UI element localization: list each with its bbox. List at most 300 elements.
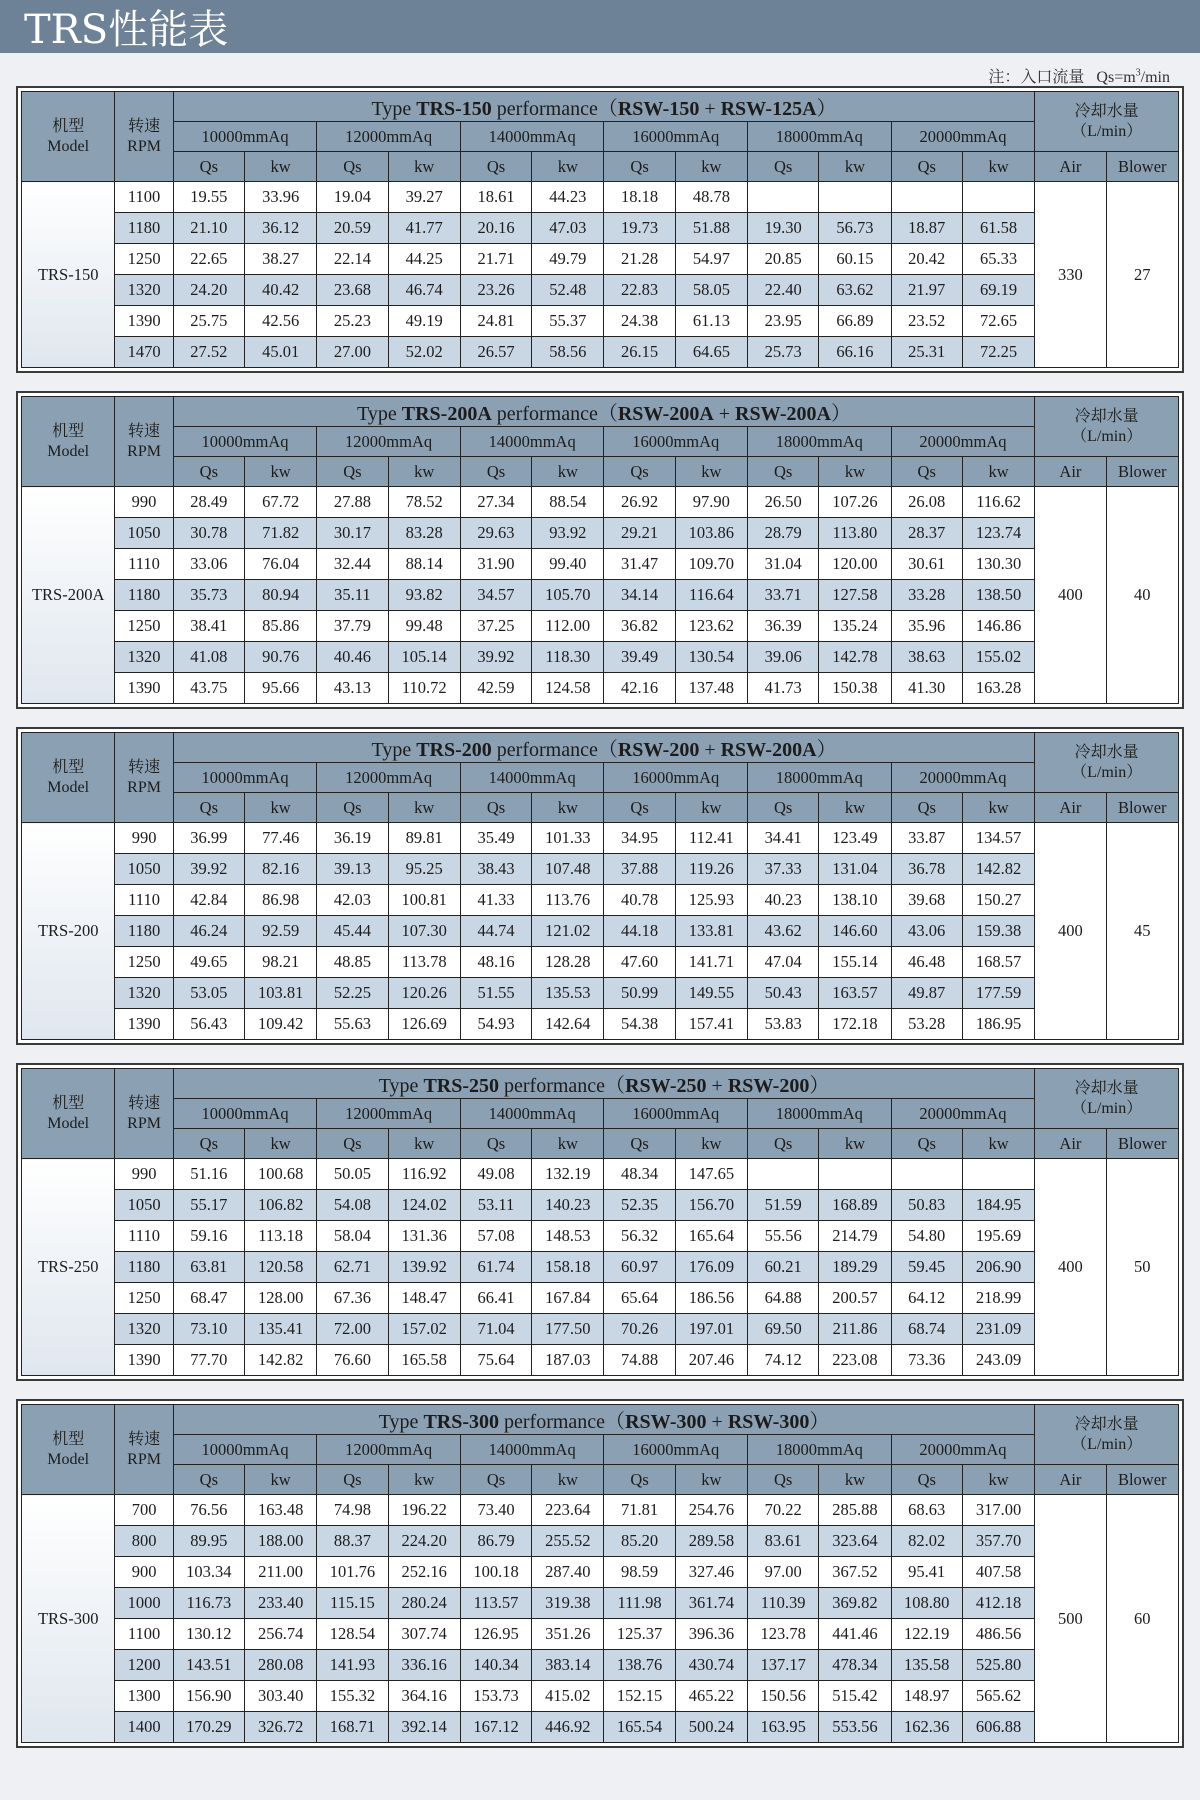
kw-cell: 40.42	[244, 275, 316, 306]
kw-cell: 606.88	[962, 1712, 1034, 1743]
rpm-header-en: RPM	[127, 137, 161, 155]
kw-header: kw	[388, 1129, 460, 1159]
table-row	[22, 673, 1179, 704]
rpm-cell: 1000	[115, 1588, 173, 1619]
kw-cell: 67.72	[244, 487, 316, 518]
qs-cell: 137.17	[748, 1650, 819, 1681]
kw-cell: 121.02	[532, 916, 604, 947]
qs-cell: 82.02	[891, 1526, 962, 1557]
kw-cell: 127.58	[819, 580, 891, 611]
table-row	[22, 1526, 1179, 1557]
qs-cell: 22.40	[748, 275, 819, 306]
kw-cell: 80.94	[244, 580, 316, 611]
perf-prefix: Type	[378, 1075, 424, 1097]
kw-cell: 135.53	[532, 978, 604, 1009]
qs-header: Qs	[748, 793, 819, 823]
kw-cell: 150.38	[819, 673, 891, 704]
qs-cell: 55.56	[748, 1221, 819, 1252]
kw-cell: 150.27	[962, 885, 1034, 916]
air-cooling-cell: 330	[1035, 182, 1106, 368]
air-header: Air	[1035, 1465, 1106, 1495]
kw-header: kw	[675, 457, 747, 487]
kw-cell: 33.96	[244, 182, 316, 213]
qs-cell: 26.08	[891, 487, 962, 518]
kw-cell: 72.65	[962, 306, 1034, 337]
kw-cell: 137.48	[675, 673, 747, 704]
qs-header: Qs	[604, 1465, 675, 1495]
qs-cell: 165.54	[604, 1712, 675, 1743]
kw-cell: 66.16	[819, 337, 891, 368]
qs-cell: 24.81	[460, 306, 531, 337]
kw-cell: 126.69	[388, 1009, 460, 1040]
rpm-cell: 1470	[115, 337, 173, 368]
pressure-header: 14000mmAq	[460, 122, 604, 152]
qs-cell: 33.87	[891, 823, 962, 854]
qs-cell: 155.32	[317, 1681, 388, 1712]
empty-cell	[962, 1159, 1034, 1190]
kw-cell: 149.55	[675, 978, 747, 1009]
rpm-cell: 1180	[115, 916, 173, 947]
table-row	[22, 1159, 1179, 1190]
kw-cell: 46.74	[388, 275, 460, 306]
kw-cell: 69.19	[962, 275, 1034, 306]
qs-cell: 23.95	[748, 306, 819, 337]
qs-cell: 38.41	[173, 611, 244, 642]
kw-cell: 105.70	[532, 580, 604, 611]
kw-cell: 100.81	[388, 885, 460, 916]
rpm-cell: 1390	[115, 1009, 173, 1040]
rpm-cell: 1100	[115, 182, 173, 213]
qs-cell: 36.99	[173, 823, 244, 854]
qs-header: Qs	[460, 793, 531, 823]
kw-cell: 44.25	[388, 244, 460, 275]
kw-cell: 72.25	[962, 337, 1034, 368]
kw-cell: 97.90	[675, 487, 747, 518]
kw-cell: 124.58	[532, 673, 604, 704]
cooling-header-cn: 冷却水量	[1074, 408, 1139, 426]
pressure-header: 14000mmAq	[460, 1099, 604, 1129]
rpm-header-cn: 转速	[128, 759, 161, 777]
qs-cell: 36.19	[317, 823, 388, 854]
table-row	[22, 1495, 1179, 1526]
kw-cell: 86.98	[244, 885, 316, 916]
blower-header: Blower	[1106, 1129, 1178, 1159]
qs-cell: 45.44	[317, 916, 388, 947]
qs-cell: 28.79	[748, 518, 819, 549]
kw-cell: 303.40	[244, 1681, 316, 1712]
pressure-header: 10000mmAq	[173, 1435, 317, 1465]
qs-cell: 49.65	[173, 947, 244, 978]
kw-cell: 124.02	[388, 1190, 460, 1221]
qs-cell: 60.97	[604, 1252, 675, 1283]
qs-cell: 35.96	[891, 611, 962, 642]
qs-cell: 25.31	[891, 337, 962, 368]
kw-header: kw	[388, 793, 460, 823]
qs-cell: 26.57	[460, 337, 531, 368]
kw-cell: 446.92	[532, 1712, 604, 1743]
qs-cell: 24.20	[173, 275, 244, 306]
table-row	[22, 1252, 1179, 1283]
qs-cell: 70.26	[604, 1314, 675, 1345]
kw-cell: 206.90	[962, 1252, 1034, 1283]
blower-cooling-cell: 50	[1106, 1159, 1178, 1376]
flow-note-prefix: 注：入口流量	[988, 69, 1085, 86]
kw-cell: 224.20	[388, 1526, 460, 1557]
qs-cell: 65.64	[604, 1283, 675, 1314]
qs-header: Qs	[173, 793, 244, 823]
qs-header: Qs	[173, 1129, 244, 1159]
qs-cell: 69.50	[748, 1314, 819, 1345]
rpm-header-cn: 转速	[128, 118, 161, 136]
perf-prefix: Type	[371, 739, 417, 761]
perf-combo-a: RSW-200	[617, 739, 700, 761]
qs-cell: 59.16	[173, 1221, 244, 1252]
perf-suffix: ）	[816, 98, 837, 120]
qs-cell: 143.51	[173, 1650, 244, 1681]
qs-cell: 21.97	[891, 275, 962, 306]
kw-cell: 112.41	[675, 823, 747, 854]
perf-prefix: Type	[378, 1411, 424, 1433]
qs-cell: 125.37	[604, 1619, 675, 1650]
kw-cell: 109.70	[675, 549, 747, 580]
qs-cell: 128.54	[317, 1619, 388, 1650]
rpm-cell: 990	[115, 1159, 173, 1190]
cooling-header-en: （L/min）	[1071, 1435, 1143, 1453]
model-header	[22, 1069, 115, 1159]
performance-table-trs-300	[16, 1399, 1184, 1748]
qs-cell: 43.13	[317, 673, 388, 704]
qs-cell: 48.85	[317, 947, 388, 978]
pressure-header: 12000mmAq	[317, 1435, 461, 1465]
qs-cell: 95.41	[891, 1557, 962, 1588]
kw-cell: 317.00	[962, 1495, 1034, 1526]
qs-cell: 70.22	[748, 1495, 819, 1526]
kw-cell: 120.26	[388, 978, 460, 1009]
qs-cell: 24.38	[604, 306, 675, 337]
qs-cell: 46.24	[173, 916, 244, 947]
empty-cell	[748, 1159, 819, 1190]
kw-cell: 326.72	[244, 1712, 316, 1743]
pressure-header: 20000mmAq	[891, 763, 1035, 793]
qs-cell: 56.43	[173, 1009, 244, 1040]
qs-cell: 20.16	[460, 213, 531, 244]
kw-cell: 383.14	[532, 1650, 604, 1681]
air-cooling-cell: 400	[1035, 1159, 1106, 1376]
qs-cell: 140.34	[460, 1650, 531, 1681]
kw-cell: 289.58	[675, 1526, 747, 1557]
qs-cell: 61.74	[460, 1252, 531, 1283]
qs-cell: 162.36	[891, 1712, 962, 1743]
table-row	[22, 1283, 1179, 1314]
qs-cell: 153.73	[460, 1681, 531, 1712]
qs-cell: 97.00	[748, 1557, 819, 1588]
qs-header: Qs	[604, 1129, 675, 1159]
qs-cell: 35.73	[173, 580, 244, 611]
qs-cell: 33.71	[748, 580, 819, 611]
qs-cell: 108.80	[891, 1588, 962, 1619]
perf-suffix: ）	[809, 1075, 830, 1097]
qs-cell: 20.85	[748, 244, 819, 275]
kw-cell: 211.86	[819, 1314, 891, 1345]
kw-cell: 142.82	[244, 1345, 316, 1376]
qs-header: Qs	[891, 457, 962, 487]
kw-cell: 58.56	[532, 337, 604, 368]
empty-cell	[819, 1159, 891, 1190]
model-header	[22, 397, 115, 487]
pressure-header: 16000mmAq	[604, 763, 748, 793]
kw-cell: 486.56	[962, 1619, 1034, 1650]
kw-header: kw	[819, 1465, 891, 1495]
pressure-header: 18000mmAq	[748, 1099, 892, 1129]
qs-header: Qs	[460, 457, 531, 487]
pressure-header: 16000mmAq	[604, 1099, 748, 1129]
kw-header: kw	[675, 1129, 747, 1159]
kw-cell: 196.22	[388, 1495, 460, 1526]
rpm-cell: 1110	[115, 549, 173, 580]
cooling-header-cn: 冷却水量	[1074, 1416, 1139, 1434]
qs-cell: 72.00	[317, 1314, 388, 1345]
perf-model: TRS-200A	[401, 403, 492, 425]
qs-cell: 53.11	[460, 1190, 531, 1221]
qs-cell: 55.17	[173, 1190, 244, 1221]
kw-cell: 148.53	[532, 1221, 604, 1252]
kw-cell: 142.64	[532, 1009, 604, 1040]
kw-cell: 119.26	[675, 854, 747, 885]
qs-cell: 28.37	[891, 518, 962, 549]
qs-cell: 31.04	[748, 549, 819, 580]
rpm-cell: 1250	[115, 1283, 173, 1314]
rpm-cell: 1390	[115, 1345, 173, 1376]
kw-cell: 105.14	[388, 642, 460, 673]
kw-cell: 47.03	[532, 213, 604, 244]
qs-cell: 67.36	[317, 1283, 388, 1314]
model-cell: TRS-200A	[22, 487, 115, 704]
rpm-header-cn: 转速	[128, 423, 161, 441]
qs-cell: 57.08	[460, 1221, 531, 1252]
rpm-cell: 1320	[115, 1314, 173, 1345]
kw-cell: 285.88	[819, 1495, 891, 1526]
qs-cell: 48.34	[604, 1159, 675, 1190]
qs-cell: 19.55	[173, 182, 244, 213]
air-cooling-cell: 500	[1035, 1495, 1106, 1743]
perf-model: TRS-150	[416, 98, 492, 120]
qs-cell: 43.62	[748, 916, 819, 947]
kw-cell: 188.00	[244, 1526, 316, 1557]
perf-combo-a: RSW-300	[625, 1411, 707, 1433]
kw-cell: 112.00	[532, 611, 604, 642]
cooling-water-header	[1035, 1405, 1179, 1465]
table-row	[22, 1650, 1179, 1681]
rpm-cell: 1320	[115, 275, 173, 306]
kw-cell: 39.27	[388, 182, 460, 213]
qs-cell: 36.82	[604, 611, 675, 642]
qs-cell: 98.59	[604, 1557, 675, 1588]
pressure-header: 18000mmAq	[748, 427, 892, 457]
kw-cell: 61.58	[962, 213, 1034, 244]
perf-combo-b: RSW-200A	[720, 739, 817, 761]
kw-cell: 123.74	[962, 518, 1035, 549]
rpm-cell: 1180	[115, 213, 173, 244]
qs-cell: 42.59	[460, 673, 531, 704]
qs-cell: 86.79	[460, 1526, 531, 1557]
qs-header: Qs	[748, 1465, 819, 1495]
kw-cell: 197.01	[675, 1314, 747, 1345]
kw-header: kw	[962, 1465, 1034, 1495]
kw-cell: 93.92	[532, 518, 604, 549]
qs-header: Qs	[317, 1129, 388, 1159]
kw-cell: 233.40	[244, 1588, 316, 1619]
kw-cell: 88.54	[532, 487, 604, 518]
flow-note-sup: 3	[1135, 67, 1141, 79]
qs-cell: 33.06	[173, 549, 244, 580]
qs-cell: 38.43	[460, 854, 531, 885]
qs-cell: 19.73	[604, 213, 675, 244]
rpm-header	[115, 397, 173, 487]
cooling-water-header	[1035, 733, 1179, 793]
kw-cell: 138.50	[962, 580, 1035, 611]
qs-cell: 40.78	[604, 885, 675, 916]
qs-cell: 18.18	[604, 182, 675, 213]
blower-header: Blower	[1106, 457, 1178, 487]
kw-cell: 64.65	[675, 337, 747, 368]
kw-header: kw	[962, 152, 1034, 182]
kw-cell: 218.99	[962, 1283, 1034, 1314]
rpm-cell: 1320	[115, 642, 173, 673]
qs-cell: 53.83	[748, 1009, 819, 1040]
model-header-en: Model	[47, 778, 90, 796]
kw-cell: 500.24	[675, 1712, 747, 1743]
perf-model: TRS-300	[423, 1411, 500, 1433]
qs-cell: 56.32	[604, 1221, 675, 1252]
kw-cell: 441.46	[819, 1619, 891, 1650]
model-header	[22, 1405, 115, 1495]
kw-cell: 336.16	[388, 1650, 460, 1681]
qs-cell: 42.03	[317, 885, 388, 916]
qs-cell: 31.47	[604, 549, 675, 580]
perf-model: TRS-200	[416, 739, 492, 761]
kw-cell: 142.82	[962, 854, 1034, 885]
qs-cell: 27.34	[460, 487, 531, 518]
qs-cell: 74.88	[604, 1345, 675, 1376]
model-header-en: Model	[47, 137, 90, 155]
perf-suffix: ）	[830, 403, 851, 425]
pressure-header: 10000mmAq	[173, 122, 317, 152]
kw-cell: 140.23	[532, 1190, 604, 1221]
kw-cell: 55.37	[532, 306, 604, 337]
qs-cell: 71.81	[604, 1495, 675, 1526]
kw-cell: 107.48	[532, 854, 604, 885]
qs-cell: 101.76	[317, 1557, 388, 1588]
empty-cell	[962, 182, 1034, 213]
kw-cell: 155.14	[819, 947, 891, 978]
kw-cell: 101.33	[532, 823, 604, 854]
perf-combo-b: RSW-200	[727, 1075, 810, 1097]
qs-cell: 163.95	[748, 1712, 819, 1743]
rpm-cell: 990	[115, 823, 173, 854]
kw-header: kw	[388, 457, 460, 487]
kw-cell: 187.03	[532, 1345, 604, 1376]
qs-cell: 64.12	[891, 1283, 962, 1314]
kw-cell: 41.77	[388, 213, 460, 244]
pressure-header: 10000mmAq	[173, 427, 317, 457]
qs-cell: 21.28	[604, 244, 675, 275]
rpm-cell: 700	[115, 1495, 173, 1526]
kw-cell: 364.16	[388, 1681, 460, 1712]
cooling-water-header	[1035, 397, 1179, 457]
rpm-header-cn: 转速	[128, 1431, 161, 1449]
qs-header: Qs	[748, 457, 819, 487]
rpm-cell: 1100	[115, 1619, 173, 1650]
air-header: Air	[1035, 1129, 1106, 1159]
kw-cell: 36.12	[244, 213, 316, 244]
qs-cell: 18.61	[460, 182, 531, 213]
kw-cell: 63.62	[819, 275, 891, 306]
empty-cell	[891, 1159, 962, 1190]
kw-cell: 307.74	[388, 1619, 460, 1650]
kw-cell: 525.80	[962, 1650, 1034, 1681]
performance-title	[173, 397, 1035, 427]
cooling-header-cn: 冷却水量	[1074, 103, 1139, 121]
qs-header: Qs	[317, 152, 388, 182]
qs-header: Qs	[317, 1465, 388, 1495]
qs-cell: 135.58	[891, 1650, 962, 1681]
kw-cell: 52.48	[532, 275, 604, 306]
qs-cell: 111.98	[604, 1588, 675, 1619]
kw-cell: 280.24	[388, 1588, 460, 1619]
pressure-header: 20000mmAq	[891, 1099, 1035, 1129]
rpm-header-en: RPM	[127, 1114, 161, 1132]
qs-cell: 113.57	[460, 1588, 531, 1619]
blower-cooling-cell: 40	[1106, 487, 1178, 704]
kw-cell: 280.08	[244, 1650, 316, 1681]
kw-cell: 89.81	[388, 823, 460, 854]
kw-cell: 113.76	[532, 885, 604, 916]
kw-cell: 412.18	[962, 1588, 1034, 1619]
table-row	[22, 518, 1179, 549]
table-row	[22, 1588, 1179, 1619]
kw-header: kw	[675, 793, 747, 823]
qs-cell: 22.65	[173, 244, 244, 275]
qs-cell: 20.59	[317, 213, 388, 244]
qs-cell: 110.39	[748, 1588, 819, 1619]
qs-cell: 68.74	[891, 1314, 962, 1345]
kw-cell: 61.13	[675, 306, 747, 337]
perf-suffix: ）	[816, 739, 837, 761]
pressure-header: 12000mmAq	[317, 763, 461, 793]
qs-cell: 35.11	[317, 580, 388, 611]
table-row	[22, 275, 1179, 306]
cooling-water-header	[1035, 1069, 1179, 1129]
kw-cell: 113.18	[244, 1221, 316, 1252]
kw-cell: 147.65	[675, 1159, 747, 1190]
rpm-header	[115, 92, 173, 182]
qs-cell: 27.52	[173, 337, 244, 368]
kw-cell: 106.82	[244, 1190, 316, 1221]
model-header-cn: 机型	[52, 1095, 85, 1113]
rpm-header-en: RPM	[127, 1450, 161, 1468]
qs-cell: 77.70	[173, 1345, 244, 1376]
kw-cell: 99.48	[388, 611, 460, 642]
qs-cell: 21.71	[460, 244, 531, 275]
qs-cell: 37.88	[604, 854, 675, 885]
qs-header: Qs	[317, 793, 388, 823]
pressure-header: 14000mmAq	[460, 763, 604, 793]
table-row	[22, 642, 1179, 673]
qs-cell: 46.48	[891, 947, 962, 978]
air-header: Air	[1035, 152, 1106, 182]
perf-plus: +	[699, 739, 721, 761]
kw-header: kw	[819, 793, 891, 823]
